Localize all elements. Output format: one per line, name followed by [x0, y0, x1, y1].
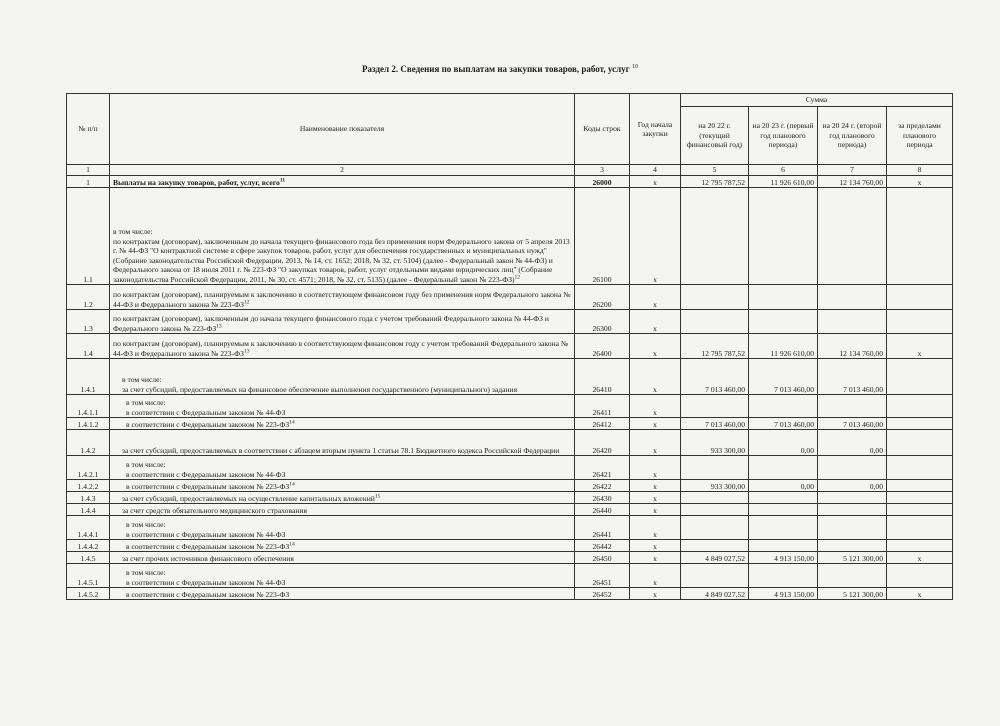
row-value-beyond: [887, 504, 953, 516]
row-value-year2: [749, 456, 818, 480]
row-year: x: [630, 504, 681, 516]
row-number: 1.4.4.2: [67, 540, 110, 552]
table-row: [67, 588, 953, 600]
table-row: [67, 504, 953, 516]
row-value-beyond: [887, 310, 953, 334]
table-row: [67, 395, 953, 418]
row-value-year2: 11 926 610,00: [749, 176, 818, 188]
row-footnote: 13: [216, 322, 222, 329]
row-name-text: в том числе: в соответствии с Федеральным законом № 44-ФЗ: [126, 568, 286, 587]
row-year: x: [630, 564, 681, 588]
row-code: 26410: [575, 359, 630, 395]
row-value-year3: 0,00: [818, 480, 887, 492]
row-value-year1: [681, 395, 749, 418]
row-number: 1.4.1.2: [67, 418, 110, 430]
row-value-year2: 11 926 610,00: [749, 334, 818, 359]
row-value-year1: 7 013 460,00: [681, 418, 749, 430]
row-value-year2: 7 013 460,00: [749, 359, 818, 395]
row-name: [110, 588, 575, 600]
colnum-cell: 3: [575, 165, 630, 176]
row-value-year1: 12 795 787,52: [681, 176, 749, 188]
row-code: 26000: [575, 176, 630, 188]
row-code: 26450: [575, 552, 630, 564]
row-value-year1: 7 013 460,00: [681, 359, 749, 395]
row-name-text: за счет прочих источников финансового обеспечения: [122, 553, 294, 563]
row-name-text: за счет субсидий, предоставляемых в соответствии с абзацем вторым пункта 1 статьи 78.1 Бюджетного кодекса Российской Федерации: [122, 445, 560, 455]
table-row: [67, 516, 953, 540]
row-value-year1: 933 300,00: [681, 480, 749, 492]
row-year: x: [630, 310, 681, 334]
row-code: 26442: [575, 540, 630, 552]
row-code: 26411: [575, 395, 630, 418]
row-value-beyond: [887, 456, 953, 480]
row-year: x: [630, 395, 681, 418]
row-year: x: [630, 552, 681, 564]
header-year: Год начала закупки: [630, 94, 681, 165]
payments-table: [66, 93, 953, 600]
row-value-year1: [681, 188, 749, 285]
row-year: x: [630, 176, 681, 188]
section-title-text: Раздел 2. Сведения по выплатам на закупки товаров, работ, услуг: [362, 64, 630, 74]
row-code: 26300: [575, 310, 630, 334]
row-value-year1: [681, 564, 749, 588]
row-value-year3: [818, 188, 887, 285]
row-name: [110, 552, 575, 564]
row-value-year1: [681, 504, 749, 516]
row-year: x: [630, 588, 681, 600]
table-row: [67, 564, 953, 588]
table-row: [67, 418, 953, 430]
row-code: 26200: [575, 285, 630, 310]
row-name-text: в соответствии с Федеральным законом № 223-ФЗ: [126, 589, 290, 599]
row-code: 26422: [575, 480, 630, 492]
row-footnote: 14: [289, 418, 295, 425]
row-name: [110, 176, 575, 188]
row-value-beyond: [887, 395, 953, 418]
row-number: 1.4.5.1: [67, 564, 110, 588]
row-value-year2: 0,00: [749, 430, 818, 456]
header-year1: на 20 22 г. (текущий финансовый год): [681, 107, 749, 165]
row-code: 26400: [575, 334, 630, 359]
colnum-cell: 1: [67, 165, 110, 176]
row-value-year1: [681, 310, 749, 334]
row-value-year2: 4 913 150,00: [749, 588, 818, 600]
header-name: Наименование показателя: [110, 94, 575, 165]
colnum-cell: 5: [681, 165, 749, 176]
row-name-text: в том числе: в соответствии с Федеральным законом № 44-ФЗ: [126, 460, 286, 479]
row-footnote: 13: [243, 347, 250, 354]
table-row: [67, 430, 953, 456]
row-name: [110, 540, 575, 552]
row-value-year1: 933 300,00: [681, 430, 749, 456]
row-value-year2: [749, 395, 818, 418]
row-value-year1: [681, 285, 749, 310]
row-number: 1.4.1.1: [67, 395, 110, 418]
row-value-beyond: [887, 430, 953, 456]
row-number: 1.4.2.2: [67, 480, 110, 492]
row-value-beyond: [887, 540, 953, 552]
row-value-year3: 0,00: [818, 430, 887, 456]
row-value-year1: 4 849 027,52: [681, 588, 749, 600]
row-value-year1: [681, 456, 749, 480]
row-number: 1.3: [67, 310, 110, 334]
row-code: 26421: [575, 456, 630, 480]
row-footnote: 12: [243, 298, 250, 305]
row-value-year2: [749, 564, 818, 588]
table-row: [67, 176, 953, 188]
row-value-year2: 4 913 150,00: [749, 552, 818, 564]
row-value-beyond: [887, 188, 953, 285]
row-code: 26452: [575, 588, 630, 600]
row-name-text: по контрактам (договорам), планируемым к заключению в соответствующем финансовом году без применения норм Федерального закона № 44-ФЗ и Федерального закона № 223-ФЗ: [113, 290, 571, 309]
row-value-year1: 4 849 027,52: [681, 552, 749, 564]
row-value-year3: [818, 395, 887, 418]
row-name-text: в соответствии с Федеральным законом № 223-ФЗ: [126, 541, 290, 551]
row-name: [110, 310, 575, 334]
colnum-cell: 2: [110, 165, 575, 176]
row-number: 1.4.4.1: [67, 516, 110, 540]
row-number: 1.4.5: [67, 552, 110, 564]
row-footnote: 14: [289, 480, 295, 487]
row-year: x: [630, 540, 681, 552]
row-value-year2: [749, 492, 818, 504]
row-name: [110, 456, 575, 480]
table-row: [67, 480, 953, 492]
colnum-cell: 6: [749, 165, 818, 176]
header-sum: Сумма: [681, 94, 953, 107]
table-row: [67, 310, 953, 334]
row-value-year3: [818, 310, 887, 334]
row-code: 26451: [575, 564, 630, 588]
row-value-year3: [818, 564, 887, 588]
row-name-text: в том числе: за счет субсидий, предоставляемых на финансовое обеспечение выполнения государственного (муниципального) задания: [122, 375, 518, 394]
row-value-beyond: [887, 418, 953, 430]
row-value-beyond: [887, 516, 953, 540]
table-row: [67, 552, 953, 564]
row-value-beyond: x: [887, 176, 953, 188]
row-number: 1.4.2.1: [67, 456, 110, 480]
row-value-year1: [681, 492, 749, 504]
row-value-year3: 12 134 760,00: [818, 176, 887, 188]
section-title: [0, 64, 1000, 74]
row-number: 1.4.4: [67, 504, 110, 516]
header-year2: на 20 23 г. (первый год планового периода): [749, 107, 818, 165]
row-value-year3: [818, 285, 887, 310]
row-code: 26100: [575, 188, 630, 285]
colnum-cell: 8: [887, 165, 953, 176]
row-year: x: [630, 516, 681, 540]
row-name-text: в том числе: в соответствии с Федеральным законом № 44-ФЗ: [126, 398, 286, 417]
row-code: 26441: [575, 516, 630, 540]
row-value-year2: 0,00: [749, 480, 818, 492]
row-name-text: за счет субсидий, предоставляемых на осуществление капитальных вложений: [122, 493, 375, 503]
row-name-text: в соответствии с Федеральным законом № 223-ФЗ: [126, 419, 290, 429]
row-number: 1.2: [67, 285, 110, 310]
row-footnote: 15: [374, 492, 381, 499]
header-num: № п/п: [67, 94, 110, 165]
header-beyond: за пределами планового периода: [887, 107, 953, 165]
row-value-year2: [749, 285, 818, 310]
header-code: Коды строк: [575, 94, 630, 165]
table-row: [67, 285, 953, 310]
row-number: 1.4: [67, 334, 110, 359]
row-value-beyond: [887, 492, 953, 504]
row-value-year3: 5 121 300,00: [818, 588, 887, 600]
row-footnote: 14: [289, 540, 295, 547]
row-value-year2: [749, 310, 818, 334]
row-value-beyond: [887, 359, 953, 395]
row-code: 26420: [575, 430, 630, 456]
row-value-year3: 7 013 460,00: [818, 418, 887, 430]
row-name-text: в том числе: по контрактам (договорам), заключенным до начала текущего финансового года без применения норм Федерального закона от 5 апреля 2013 г. № 44-ФЗ "О контрактной системе в сфере закупок товаров, работ, услуг для обеспечения государственных и муниципальных нужд" (Собрание законодательства Российской Федерации, 2013, № 14, ст. 1652; 2018, № 32, ст. 5104) (далее - Федеральный закон № 44-ФЗ) и Федерального закона от 18 июля 2011 г. № 223-ФЗ "О закупках товаров, работ, услуг отдельными видами юридических лиц" (Собрание законодательства Российской Федерации, 2011, № 30, ст. 4571; 2018, № 32, ст. 5135) (далее - Федеральный закон № 223-ФЗ): [113, 227, 570, 284]
column-number-row: [67, 165, 953, 176]
row-number: 1.4.3: [67, 492, 110, 504]
row-name: [110, 504, 575, 516]
row-name: [110, 395, 575, 418]
row-number: 1.4.2: [67, 430, 110, 456]
row-value-year3: [818, 456, 887, 480]
row-code: 26430: [575, 492, 630, 504]
row-year: x: [630, 334, 681, 359]
row-name: [110, 492, 575, 504]
row-value-year2: [749, 504, 818, 516]
row-name-text: Выплаты на закупку товаров, работ, услуг, всего: [113, 177, 280, 187]
header-row-1: [67, 94, 953, 107]
row-footnote: 11: [279, 176, 286, 183]
row-year: x: [630, 430, 681, 456]
row-name: [110, 564, 575, 588]
colnum-cell: 7: [818, 165, 887, 176]
row-value-beyond: [887, 480, 953, 492]
table-row: [67, 492, 953, 504]
section-title-footnote: 10: [631, 64, 638, 70]
table-row: [67, 359, 953, 395]
row-name-text: по контрактам (договорам), планируемым к заключению в соответствующем финансовом году с учетом требований Федерального закона № 44-ФЗ и Федерального закона № 223-ФЗ: [113, 339, 569, 358]
row-name: [110, 480, 575, 492]
row-number: 1.1: [67, 188, 110, 285]
row-name: [110, 188, 575, 285]
row-value-year3: 5 121 300,00: [818, 552, 887, 564]
row-value-year2: 7 013 460,00: [749, 418, 818, 430]
row-value-year1: [681, 540, 749, 552]
row-footnote: 12: [514, 273, 521, 280]
row-name: [110, 516, 575, 540]
row-year: x: [630, 188, 681, 285]
row-value-year2: [749, 516, 818, 540]
table-body: [67, 94, 953, 600]
row-value-year1: 12 795 787,52: [681, 334, 749, 359]
row-name-text: по контрактам (договорам), заключенным до начала текущего финансового года с учетом требований Федерального закона № 44-ФЗ и Федерального закона № 223-ФЗ: [113, 314, 549, 333]
colnum-cell: 4: [630, 165, 681, 176]
row-name: [110, 430, 575, 456]
row-value-beyond: x: [887, 552, 953, 564]
row-name-text: в соответствии с Федеральным законом № 223-ФЗ: [126, 481, 290, 491]
row-value-year3: [818, 516, 887, 540]
row-name: [110, 334, 575, 359]
row-value-beyond: x: [887, 334, 953, 359]
table-row: [67, 334, 953, 359]
row-year: x: [630, 285, 681, 310]
row-year: x: [630, 456, 681, 480]
header-year3: на 20 24 г. (второй год планового периода): [818, 107, 887, 165]
row-year: x: [630, 418, 681, 430]
row-number: 1.4.5.2: [67, 588, 110, 600]
row-name: [110, 359, 575, 395]
row-value-year2: [749, 188, 818, 285]
row-value-year3: 7 013 460,00: [818, 359, 887, 395]
row-name-text: в том числе: в соответствии с Федеральным законом № 44-ФЗ: [126, 520, 286, 539]
row-year: x: [630, 359, 681, 395]
table-row: [67, 456, 953, 480]
table-row: [67, 540, 953, 552]
row-name: [110, 285, 575, 310]
row-name-text: за счет средств обязательного медицинского страхования: [122, 505, 307, 515]
row-value-year3: [818, 540, 887, 552]
table-row: [67, 188, 953, 285]
row-number: 1: [67, 176, 110, 188]
row-name: [110, 418, 575, 430]
row-value-beyond: [887, 285, 953, 310]
row-value-year3: [818, 504, 887, 516]
row-value-year3: [818, 492, 887, 504]
row-value-beyond: [887, 564, 953, 588]
row-number: 1.4.1: [67, 359, 110, 395]
row-value-beyond: x: [887, 588, 953, 600]
row-code: 26412: [575, 418, 630, 430]
row-year: x: [630, 492, 681, 504]
row-value-year3: 12 134 760,00: [818, 334, 887, 359]
row-year: x: [630, 480, 681, 492]
row-value-year2: [749, 540, 818, 552]
row-value-year1: [681, 516, 749, 540]
row-code: 26440: [575, 504, 630, 516]
